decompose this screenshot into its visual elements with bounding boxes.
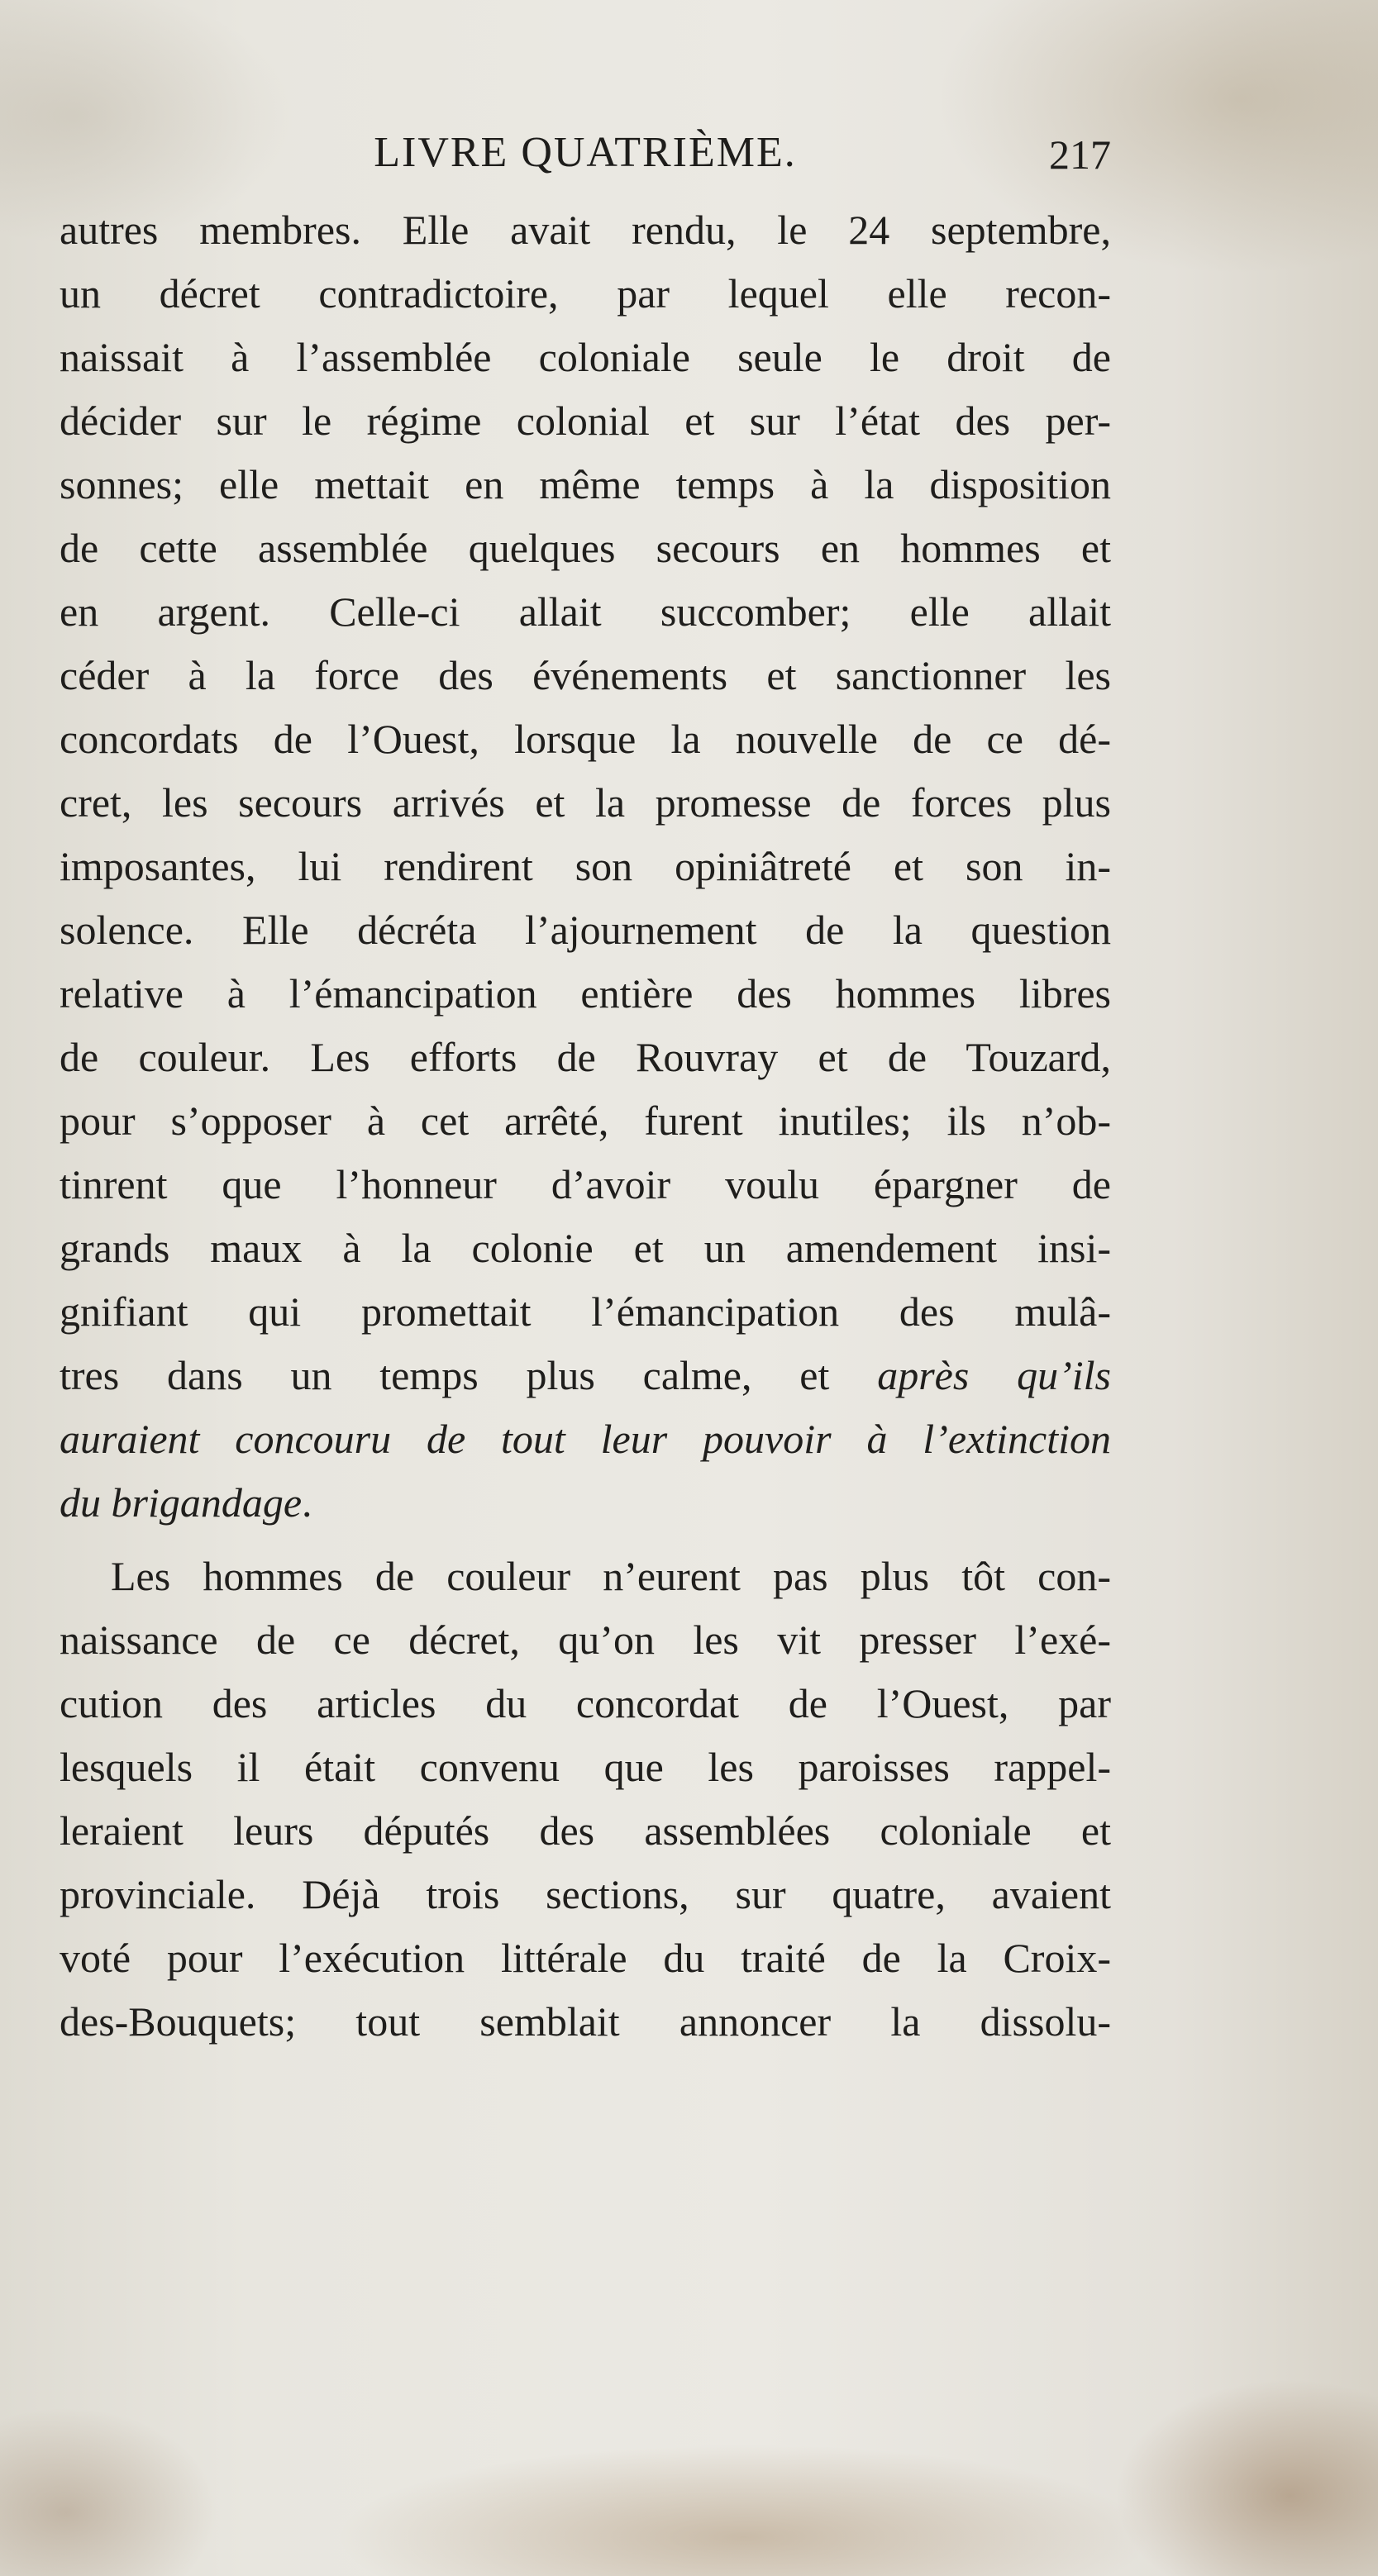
text-line: provinciale. Déjà trois sections, sur quatre, avaient xyxy=(60,1871,1111,1917)
text-line: Les hommes de couleur n’eurent pas plus tôt con- xyxy=(111,1553,1111,1599)
text-line: naissance de ce décret, qu’on les vit presser l’exé- xyxy=(60,1617,1111,1663)
text-line: en argent. Celle-ci allait succomber; elle allait xyxy=(60,588,1111,635)
roman-text: . xyxy=(302,1479,312,1526)
text-line: cution des articles du concordat de l’Ouest, par xyxy=(60,1680,1111,1726)
paragraph-1 xyxy=(60,198,1111,1535)
text-line: un décret contradictoire, par lequel elle recon- xyxy=(60,270,1111,317)
roman-text: tres dans un temps plus calme, et xyxy=(60,1352,878,1398)
body-text xyxy=(60,198,1111,2054)
text-line: cret, les secours arrivés et la promesse de forces plus xyxy=(60,779,1111,826)
text-line: leraient leurs députés des assemblées coloniale et xyxy=(60,1807,1111,1854)
text-line: voté pour l’exécution littérale du traité de la Croix- xyxy=(60,1935,1111,1981)
text-line: solence. Elle décréta l’ajournement de la question xyxy=(60,907,1111,953)
text-line: gnifiant qui promettait l’émancipation des mulâ- xyxy=(60,1288,1111,1335)
text-line xyxy=(60,1471,1111,1535)
text-line: naissait à l’assemblée coloniale seule le droit de xyxy=(60,334,1111,380)
text-line: imposantes, lui rendirent son opiniâtreté et son in- xyxy=(60,843,1111,889)
text-line: autres membres. Elle avait rendu, le 24 septembre, xyxy=(60,207,1111,253)
italic-quote: auraient concouru de tout leur pouvoir à l’extinction xyxy=(60,1416,1111,1462)
text-line: céder à la force des événements et sanctionner les xyxy=(60,652,1111,698)
text-line: tinrent que l’honneur d’avoir voulu épargner de xyxy=(60,1161,1111,1207)
text-line xyxy=(60,1344,1111,1407)
text-line: sonnes; elle mettait en même temps à la disposition xyxy=(60,461,1111,507)
text-line xyxy=(60,1407,1111,1471)
text-line: des-Bouquets; tout semblait annoncer la dissolu- xyxy=(60,1998,1111,2045)
running-head: LIVRE QUATRIÈME. xyxy=(374,129,797,176)
page-number: 217 xyxy=(1049,131,1111,178)
text-line: lesquels il était convenu que les paroisses rappel- xyxy=(60,1744,1111,1790)
text-line: décider sur le régime colonial et sur l’état des per- xyxy=(60,398,1111,444)
italic-quote: après qu’ils xyxy=(877,1352,1111,1398)
text-line: de cette assemblée quelques secours en hommes et xyxy=(60,525,1111,571)
text-line: concordats de l’Ouest, lorsque la nouvelle de ce dé- xyxy=(60,716,1111,762)
text-line: grands maux à la colonie et un amendement insi- xyxy=(60,1225,1111,1271)
text-line: pour s’opposer à cet arrêté, furent inutiles; ils n’ob- xyxy=(60,1098,1111,1144)
text-line: relative à l’émancipation entière des hommes libres xyxy=(60,970,1111,1017)
italic-quote: du brigandage xyxy=(60,1479,303,1526)
paragraph-2 xyxy=(60,1545,1111,2054)
text-line: de couleur. Les efforts de Rouvray et de Touzard, xyxy=(60,1034,1111,1080)
page-header xyxy=(60,124,1111,182)
